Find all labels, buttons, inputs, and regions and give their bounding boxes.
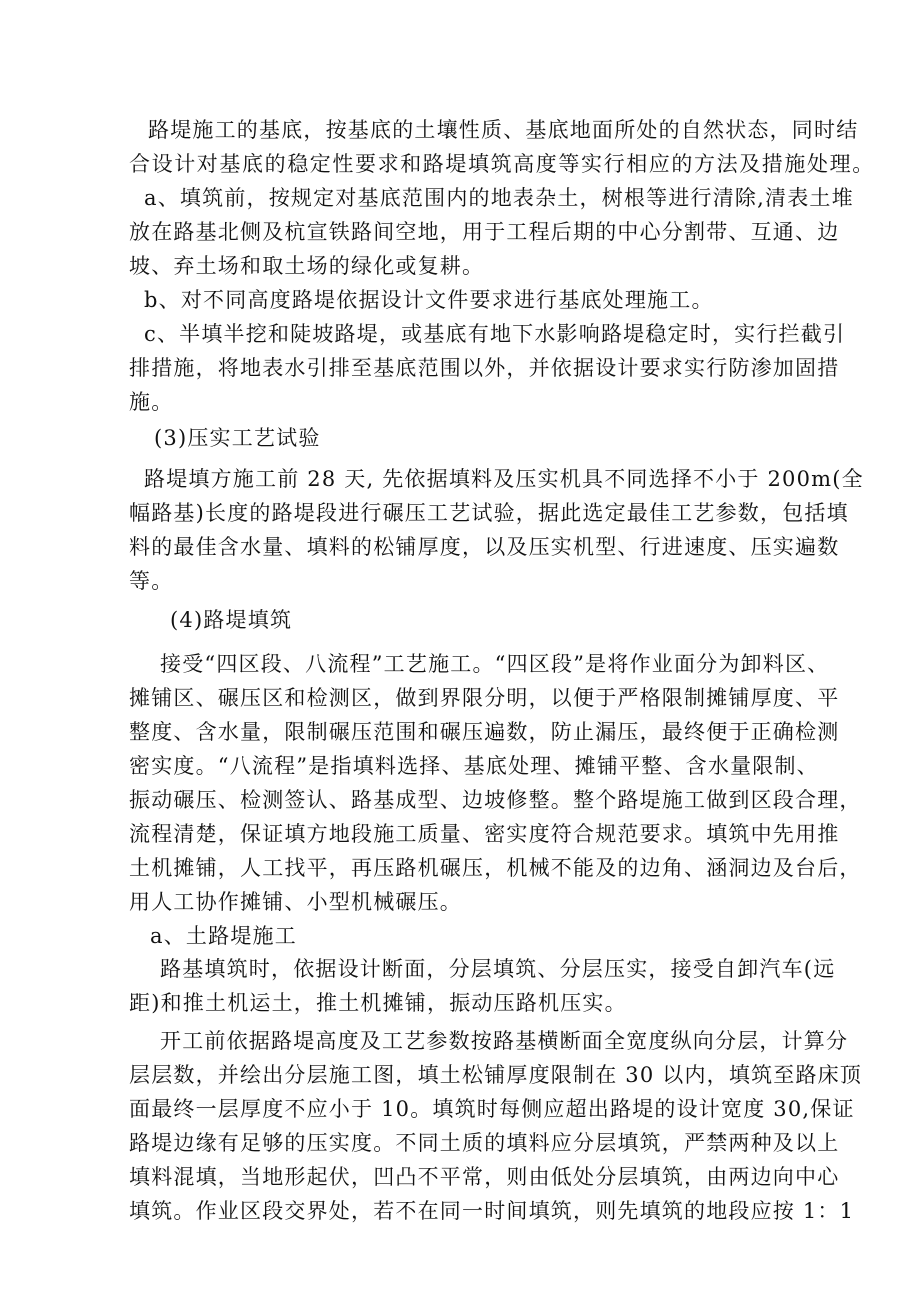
text-line: 振动碾压、检测签认、路基成型、边坡修整。整个路堤施工做到区段合理， bbox=[129, 788, 862, 812]
text-line: 面最终一层厚度不应小于 10。填筑时每侧应超出路堤的设计宽度 30,保证 bbox=[129, 1097, 855, 1121]
text-line: 开工前依据路堤高度及工艺参数按路基横断面全宽度纵向分层，计算分 bbox=[160, 1029, 849, 1053]
text-line: 幅路基)长度的路堤段进行碾压工艺试验，据此选定最佳工艺参数，包括填 bbox=[129, 501, 849, 525]
text-line: 等。 bbox=[129, 569, 174, 593]
text-line: 层层数，并绘出分层施工图，填土松铺厚度限制在 30 以内，填筑至路床顶 bbox=[129, 1063, 863, 1087]
text-line: 路堤施工的基底，按基底的土壤性质、基底地面所处的自然状态，同时结 bbox=[148, 118, 859, 142]
text-line: 密实度。“八流程”是指填料选择、基底处理、摊铺平整、含水量限制、 bbox=[129, 754, 819, 778]
text-line: 距)和推土机运土，推土机摊铺，振动压路机压实。 bbox=[129, 991, 627, 1015]
text-line: 坡、弃土场和取土场的绿化或复耕。 bbox=[129, 254, 485, 278]
text-line: b、对不同高度路堤依据设计文件要求进行基底处理施工。 bbox=[144, 288, 714, 312]
text-line: 土机摊铺，人工找平，再压路机碾压，机械不能及的边角、涵洞边及台后， bbox=[129, 856, 862, 880]
text-line: 用人工协作摊铺、小型机械碾压。 bbox=[129, 890, 462, 914]
text-line: 排措施，将地表水引排至基底范围以外，并依据设计要求实行防渗加固措 bbox=[129, 356, 840, 380]
text-line: 路堤填方施工前 28 天, 先依据填料及压实机具不同选择不小于 200m(全 bbox=[144, 467, 864, 491]
text-line: 整度、含水量，限制碾压范围和碾压遍数，防止漏压，最终便于正确检测 bbox=[129, 720, 840, 744]
text-line: 施。 bbox=[129, 390, 174, 414]
text-line: 合设计对基底的稳定性要求和路堤填筑高度等实行相应的方法及措施处理。 bbox=[129, 152, 875, 176]
text-line: 料的最佳含水量、填料的松铺厚度，以及压实机型、行进速度、压实遍数 bbox=[129, 535, 840, 559]
text-line: 流程清楚，保证填方地段施工质量、密实度符合规范要求。填筑中先用推 bbox=[129, 822, 840, 846]
text-line: 摊铺区、碾压区和检测区，做到界限分明，以便于严格限制摊铺厚度、平 bbox=[129, 686, 840, 710]
text-line: a、填筑前，按规定对基底范围内的地表杂土，树根等进行清除,清表土堆 bbox=[144, 186, 854, 210]
text-line: 接受“四区段、八流程”工艺施工。“四区段”是将作业面分为卸料区、 bbox=[160, 652, 830, 676]
text-line: c、半填半挖和陡坡路堤，或基底有地下水影响路堤稳定时，实行拦截引 bbox=[144, 322, 846, 346]
text-line: 填料混填，当地形起伏，凹凸不平常，则由低处分层填筑，由两边向中心 bbox=[129, 1165, 840, 1189]
section-heading: a、土路堤施工 bbox=[150, 924, 297, 948]
section-heading: (4)路堤填筑 bbox=[170, 608, 293, 632]
text-line: 路堤边缘有足够的压实度。不同土质的填料应分层填筑，严禁两种及以上 bbox=[129, 1131, 840, 1155]
section-heading: (3)压实工艺试验 bbox=[154, 426, 321, 450]
text-line: 路基填筑时，依据设计断面，分层填筑、分层压实，接受自卸汽车(远 bbox=[160, 957, 836, 981]
text-line: 放在路基北侧及杭宣铁路间空地，用于工程后期的中心分割带、互通、边 bbox=[129, 220, 840, 244]
text-line: 填筑。作业区段交界处，若不在同一时间填筑，则先填筑的地段应按 1：1 bbox=[129, 1199, 855, 1223]
